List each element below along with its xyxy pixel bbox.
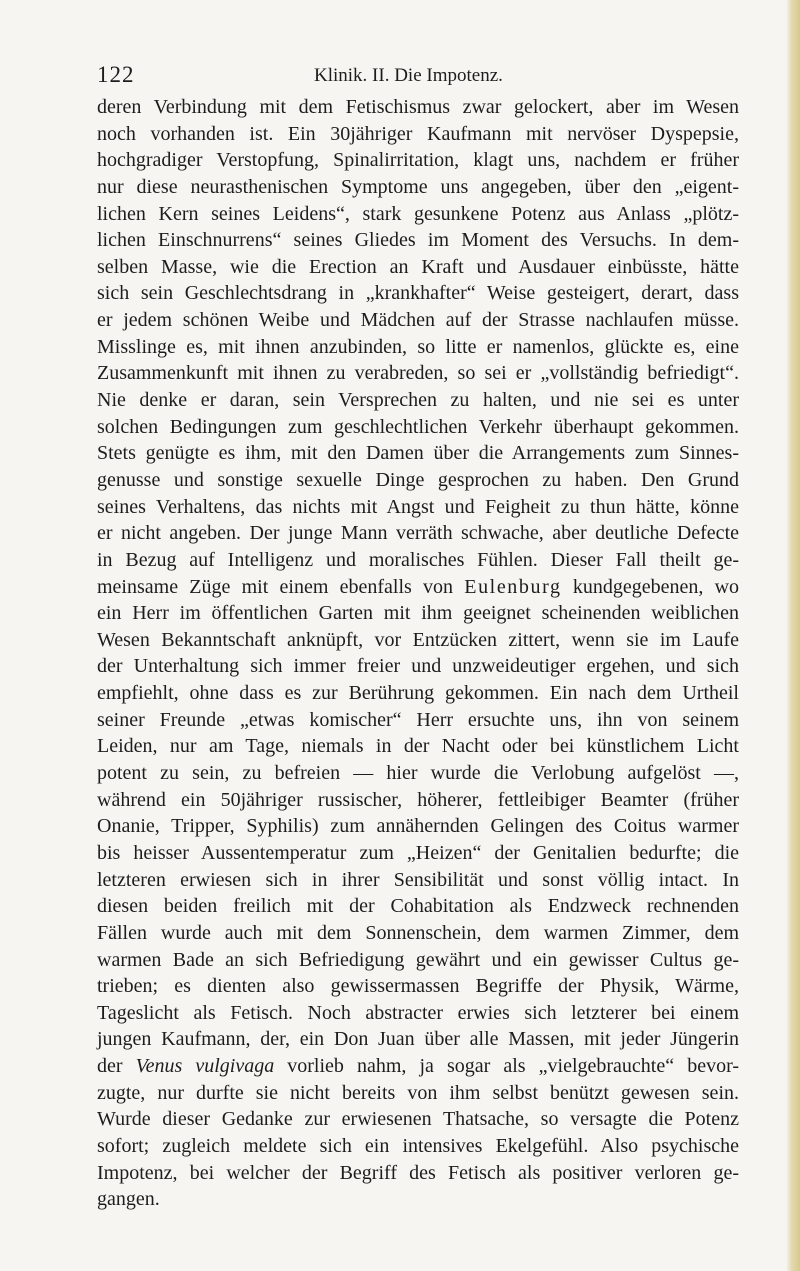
text-line: Nie denke er daran, sein Versprechen zu halten, und nie sei es unter [97,389,739,412]
text-line: seiner Freunde „etwas komischer“ Herr ersuchte uns, ihn von seinem [97,708,739,731]
text-segment: kundgegebenen, wo [561,575,740,598]
text-line: deren Verbindung mit dem Fetischismus zwar gelockert, aber im Wesen [97,96,739,118]
text-line: Onanie, Tripper, Syphilis) zum annähernden Gelingen des Coitus warmer [97,815,739,838]
text-line: seines Verhaltens, das nichts mit Angst und Feigheit zu thun hätte, könne [97,495,739,518]
text-line: letzteren erwiesen sich in ihrer Sensibilität und sonst völlig intact. In [97,868,739,891]
text-line: Misslinge es, mit ihnen anzubinden, so litte er namenlos, glückte es, eine [97,335,739,358]
text-line: Wurde dieser Gedanke zur erwiesenen Thatsache, so versagte die Potenz [97,1108,739,1131]
text-segment: vorlieb nahm, ja sogar als „vielgebrauchte“ bevor- [274,1055,739,1078]
text-segment: der [97,1055,136,1078]
running-head: Klinik. II. Die Impotenz. [314,65,503,86]
text-line: Zusammenkunft mit ihnen zu verabreden, so sei er „vollständig befriedigt“. [97,362,739,385]
text-line: sofort; zugleich meldete sich ein intensives Ekelgefühl. Also psychische [97,1134,739,1157]
text-line: genusse und sonstige sexuelle Dinge gesprochen zu haben. Den Grund [97,468,739,491]
text-line: ein Herr im öffentlichen Garten mit ihm geeignet scheinenden weiblichen [97,602,739,625]
text-line: warmen Bade an sich Befriedigung gewährt und ein gewisser Cultus ge- [97,948,739,971]
text-line: Wesen Bekanntschaft anknüpft, vor Entzücken zittert, wenn sie im Laufe [97,628,739,651]
text-segment: meinsame Züge mit einem ebenfalls von [97,575,465,598]
text-line: lichen Einschnurrens“ seines Gliedes im Moment des Versuchs. In dem- [97,229,739,252]
text-line: Tageslicht als Fetisch. Noch abstracter erwies sich letzterer bei einem [97,1001,739,1024]
text-line: trieben; es dienten also gewissermassen Begriffe der Physik, Wärme, [97,975,739,998]
text-line: lichen Kern seines Leidens“, stark gesunkene Potenz aus Anlass „plötz- [97,202,739,225]
text-line: nur diese neurasthenischen Symptome uns angegeben, über den „eigent- [97,175,739,198]
text-line-with-italic [97,1053,739,1080]
text-line: jungen Kaufmann, der, ein Don Juan über alle Massen, mit jeder Jüngerin [97,1028,739,1051]
text-line: Leiden, nur am Tage, niemals in der Nacht oder bei künstlichem Licht [97,735,739,758]
text-line: Impotenz, bei welcher der Begriff des Fetisch als positiver verloren ge- [97,1161,739,1184]
text-line: in Bezug auf Intelligenz und moralisches Fühlen. Dieser Fall theilt ge- [97,548,739,571]
text-line: potent zu sein, zu befreien — hier wurde die Verlobung aufgelöst —, [97,762,739,785]
text-line: diesen beiden freilich mit der Cohabitation als Endzweck rechnenden [97,895,739,918]
page-edge [786,0,800,1271]
text-line: Stets genügte es ihm, mit den Damen über die Arrangements zum Sinnes- [97,442,739,465]
text-line: solchen Bedingungen zum geschlechtlichen Verkehr überhaupt gekommen. [97,415,739,438]
text-line: zugte, nur durfte sie nicht bereits von ihm selbst benützt gewesen sein. [97,1081,739,1104]
text-line: sich sein Geschlechtsdrang in „krankhafter“ Weise gesteigert, derart, dass [97,282,739,305]
text-line: während ein 50jähriger russischer, höherer, fettleibiger Beamter (früher [97,788,739,811]
text-line: empfiehlt, ohne dass es zur Berührung gekommen. Ein nach dem Urtheil [97,682,739,705]
page-header [97,62,737,92]
body-text [97,94,739,1213]
text-line: der Unterhaltung sich immer freier und unzweideutiger ergehen, und sich [97,655,739,678]
text-line-final: gangen. [97,1188,160,1211]
text-line: er jedem schönen Weibe und Mädchen auf der Strasse nachlaufen müsse. [97,309,739,332]
text-line: er nicht angeben. Der junge Mann verräth schwache, aber deutliche Defecte [97,522,739,545]
text-line: Fällen wurde auch mit dem Sonnenschein, dem warmen Zimmer, dem [97,921,739,944]
page-number: 122 [97,62,135,87]
text-line: selben Masse, wie die Erection an Kraft und Ausdauer einbüsste, hätte [97,255,739,278]
author-name: Eulenburg [464,575,562,598]
text-line-with-author [97,574,739,601]
text-line: noch vorhanden ist. Ein 30jähriger Kaufmann mit nervöser Dyspepsie, [97,122,739,145]
text-line: bis heisser Aussentemperatur zum „Heizen“ der Genitalien bedurfte; die [97,841,739,864]
italic-term: Venus vulgivaga [135,1055,275,1078]
text-line: hochgradiger Verstopfung, Spinalirritation, klagt uns, nachdem er früher [97,149,739,172]
